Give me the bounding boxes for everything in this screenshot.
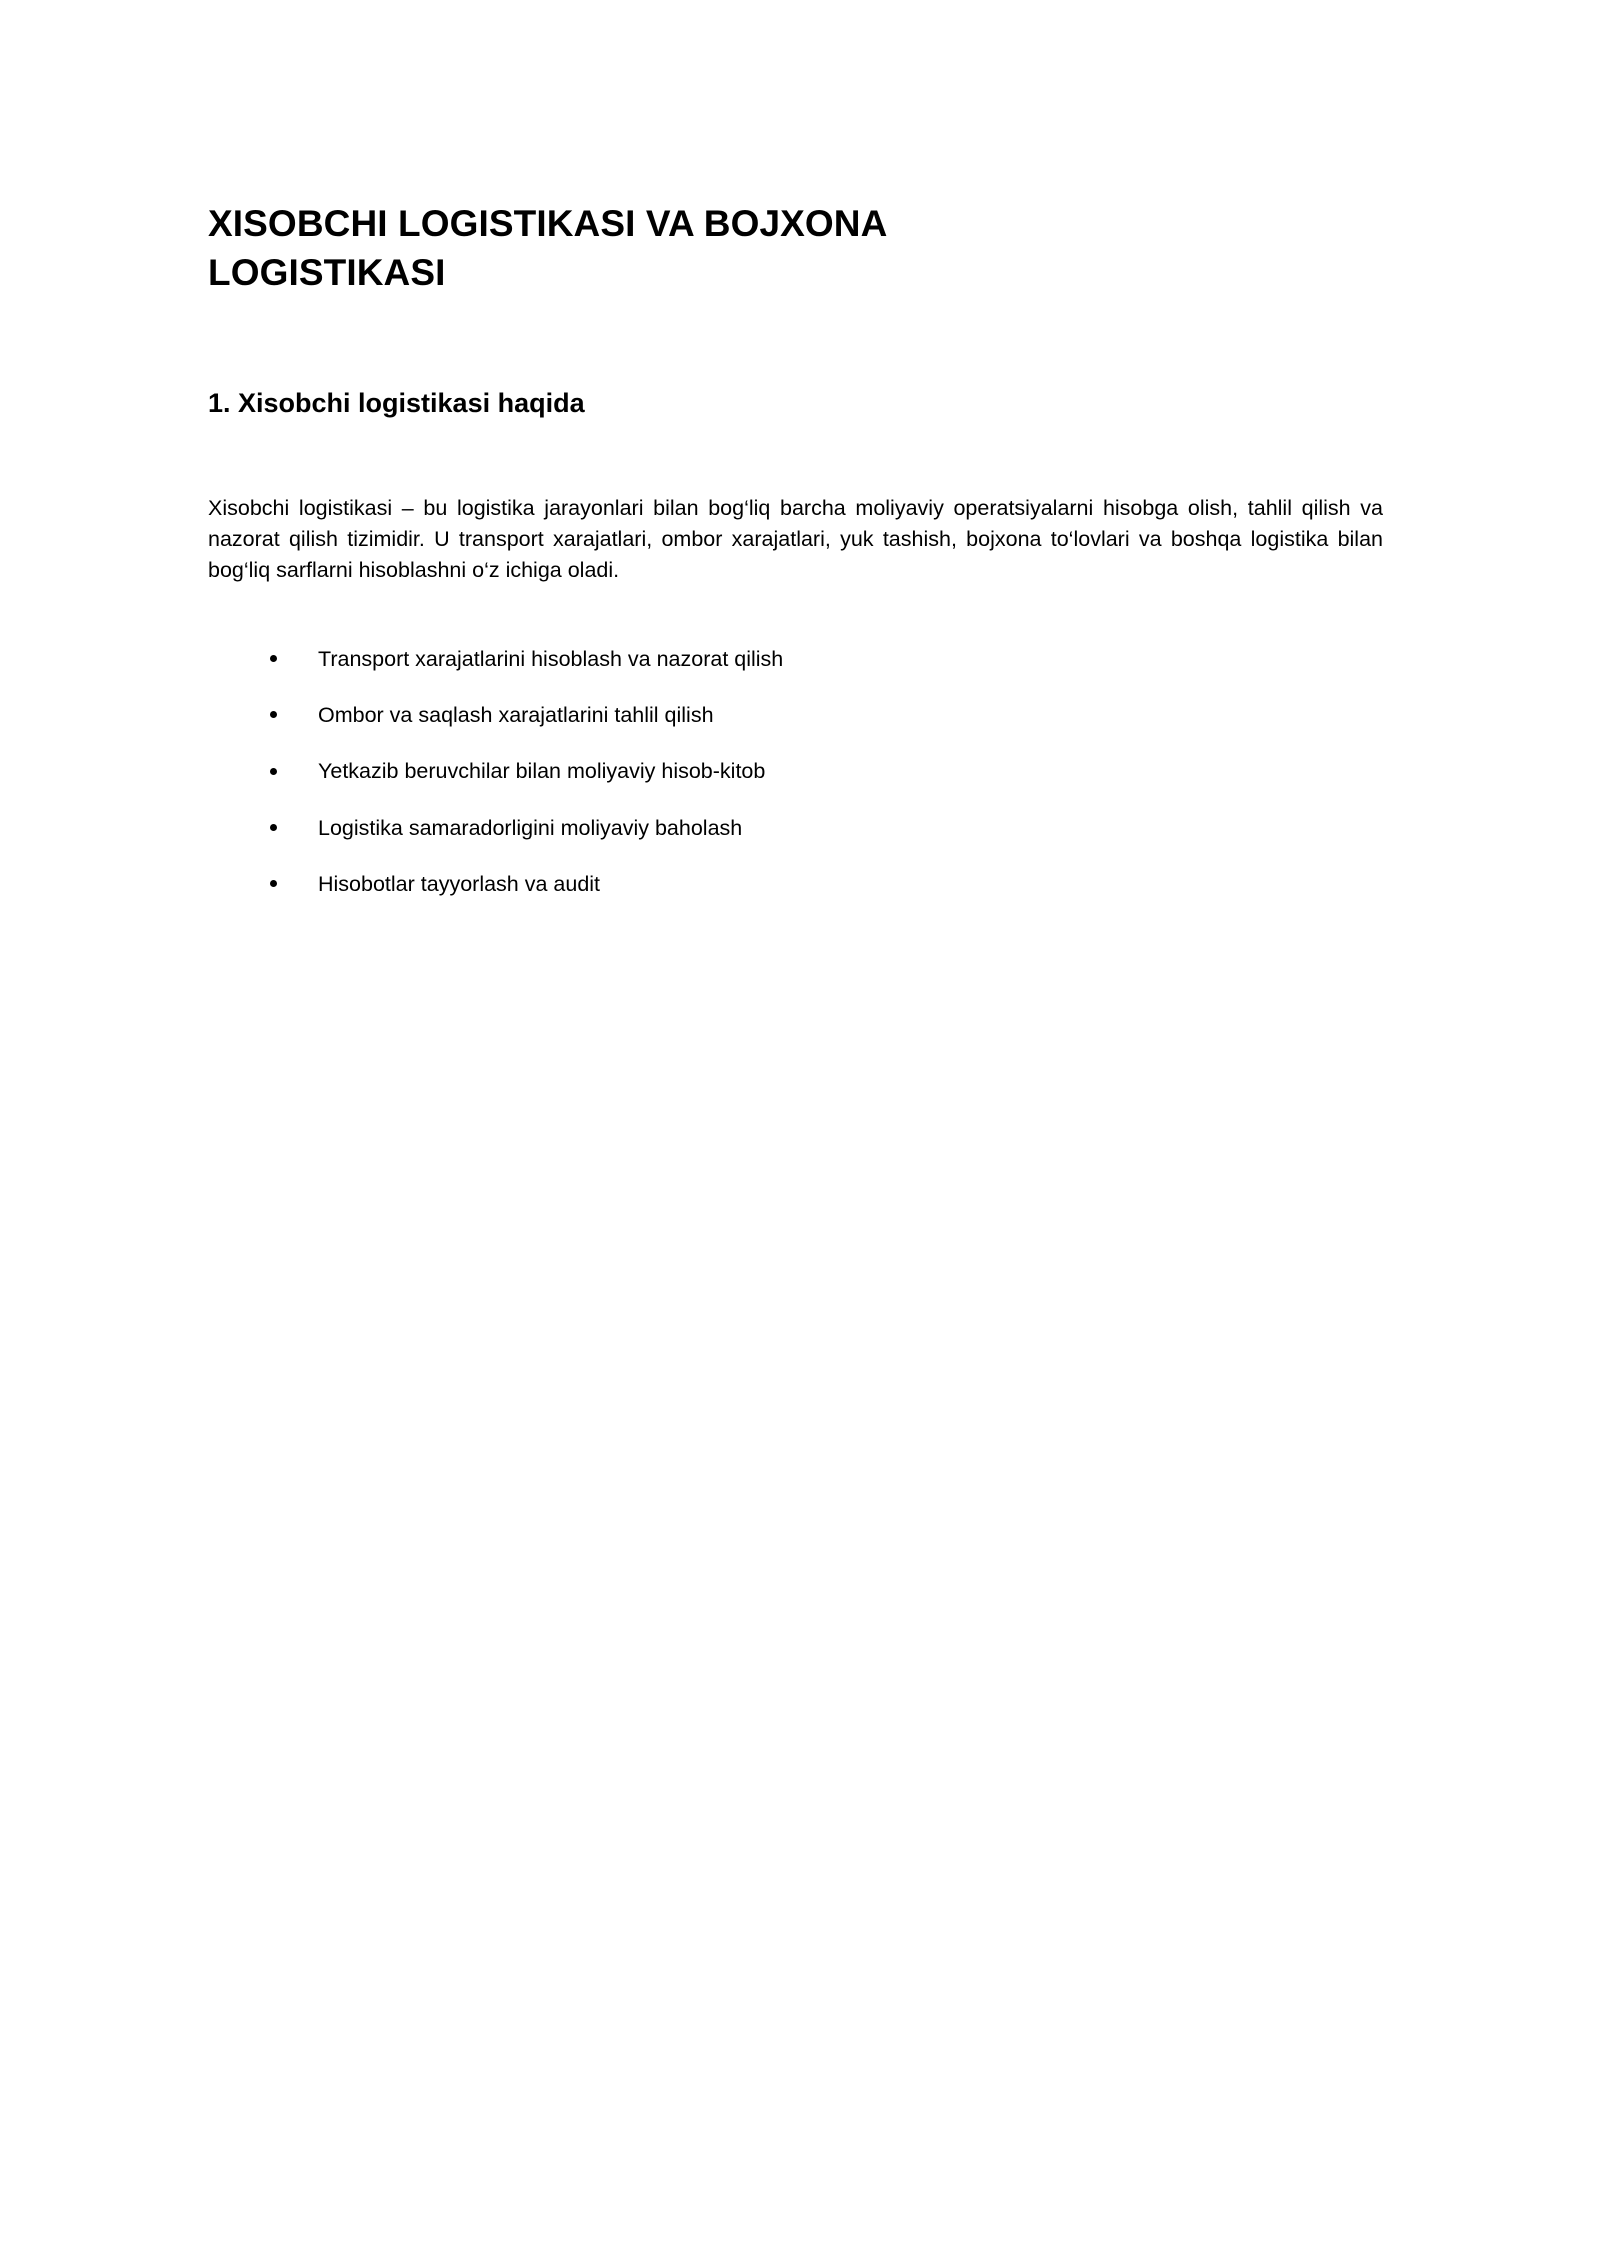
page-title: XISOBCHI LOGISTIKASI VA BOJXONA LOGISTIKASI (208, 203, 887, 293)
list-item (208, 644, 1388, 674)
bullet-point-icon (270, 756, 280, 786)
list-item-label: Transport xarajatlarini hisoblash va nazorat qilish (318, 647, 784, 672)
list-item-label: Logistika samaradorligini moliyaviy baholash (318, 815, 743, 840)
list-item (208, 813, 1388, 843)
list-item-label: Hisobotlar tayyorlash va audit (318, 871, 601, 896)
bullet-point-icon (270, 644, 280, 674)
bullet-point-icon (270, 700, 280, 730)
list-item-label: Yetkazib beruvchilar bilan moliyaviy hisob-kitob (318, 759, 766, 784)
bullet-list (208, 586, 1388, 898)
list-item (208, 700, 1388, 730)
bullet-point-icon (270, 813, 280, 843)
list-item (208, 869, 1388, 899)
list-item (208, 756, 1388, 786)
bullet-point-icon (270, 869, 280, 899)
list-item-label: Ombor va saqlash xarajatlarini tahlil qilish (318, 703, 714, 728)
document-content (208, 200, 1388, 925)
section-paragraph-1: Xisobchi logistikasi – bu logistika jarayonlari bilan bog‘liq barcha moliyaviy operatsiyalarni hisobga olish, tahlil qilish va nazorat qilish tizimidir. U transport xarajatlari, ombor xarajatlari, yuk tashish, bojxona to‘lovlari va boshqa logistika bilan bog‘liq sarflarni hisoblashni o‘z ichiga oladi. (208, 495, 1383, 583)
section-heading-1: 1. Xisobchi logistikasi haqida (208, 387, 585, 418)
